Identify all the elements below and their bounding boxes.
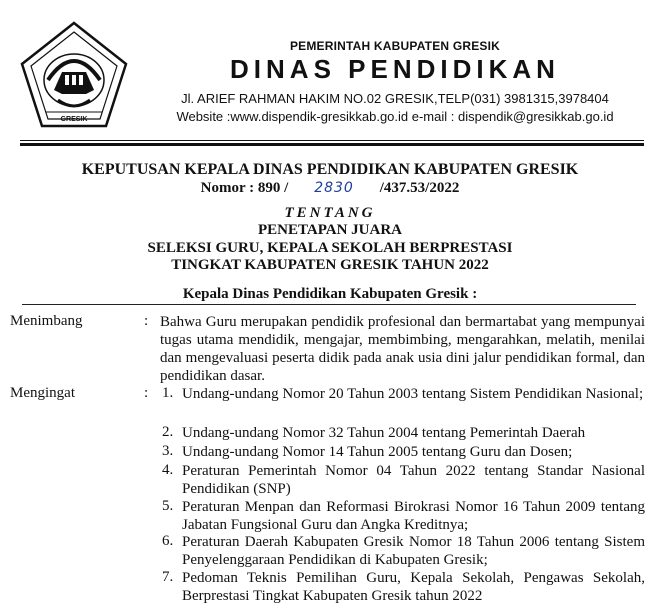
list-item: Undang-undang Nomor 32 Tahun 2004 tentang Pemerintah Daerah [182,425,586,441]
list-item: Peraturan Menpan dan Reformasi Birokrasi Nomor 16 Tahun 2009 tentang Jabatan Fungsional Guru dan Angka Kreditnya; [182,499,645,533]
decree-number-suffix: /437.53/2022 [379,180,460,196]
government-name: PEMERINTAH KABUPATEN GRESIK [289,39,501,53]
letterhead-rule-thin [20,140,644,141]
list-item: Pedoman Teknis Pemilihan Guru, Kepala Sekolah, Pengawas Sekolah, Berprestasi Tingkat Kabupaten Gresik tahun 2022 [182,570,645,604]
mengingat-colon: : [144,385,149,401]
letterhead-rule-thick [20,143,644,146]
list-item: Peraturan Pemerintah Nomor 04 Tahun 2022 tentang Standar Nasional Pendidikan (SNP) [182,463,645,497]
section-divider [22,304,636,305]
list-item-number: 2. [162,424,174,440]
subject-line-2: SELEKSI GURU, KEPALA SEKOLAH BERPRESTASI [147,240,513,256]
menimbang-label: Menimbang [10,313,83,329]
list-item-number: 5. [162,498,174,514]
subject-line-3: TINGKAT KABUPATEN GRESIK TAHUN 2022 [171,257,489,273]
list-item-number: 4. [162,462,174,478]
issuer-heading: Kepala Dinas Pendidikan Kabupaten Gresik : [182,286,478,302]
gresik-seal-logo [18,20,130,130]
agency-contact: Website :www.dispendik-gresikkab.go.id e-mail : dispendik@gresikkab.go.id [176,109,614,124]
list-item: Undang-undang Nomor 14 Tahun 2005 tentang Guru dan Dosen; [182,444,573,460]
decree-number-prefix: Nomor : 890 / [200,180,289,196]
svg-text:GRESIK: GRESIK [60,116,88,123]
agency-address: Jl. ARIEF RAHMAN HAKIM NO.02 GRESIK,TELP(031) 3981315,3978404 [181,91,609,106]
mengingat-label: Mengingat [10,385,75,401]
about-label: TENTANG [284,205,376,221]
list-item-number: 1. [162,385,174,401]
list-item-number: 7. [162,569,174,585]
list-item-number: 3. [162,443,174,459]
decree-number [0,180,660,197]
menimbang-colon: : [144,313,149,329]
list-item: Peraturan Daerah Kabupaten Gresik Nomor 18 Tahun 2006 tentang Sistem Penyelenggaraan Pendidikan di Kabupaten Gresik; [182,534,645,568]
decree-title: KEPUTUSAN KEPALA DINAS PENDIDIKAN KABUPATEN GRESIK [81,161,579,178]
subject-line-1: PENETAPAN JUARA [257,222,403,238]
handwritten-number: 2830 [314,180,354,196]
list-item: Undang-undang Nomor 20 Tahun 2003 tentang Sistem Pendidikan Nasional; [182,386,644,402]
letterhead [0,0,660,140]
list-item-number: 6. [162,533,174,549]
menimbang-text: Bahwa Guru merupakan pendidik profesional dan bermartabat yang mempunyai tugas utama mendidik, mengajar, membimbing, mengarahkan, melatih, menilai dan mengevaluasi peserta didik pada anak usia dini jalur pendidikan formal, dan pendidikan dasar. [160,314,645,384]
agency-name: DINAS PENDIDIKAN [230,54,560,84]
